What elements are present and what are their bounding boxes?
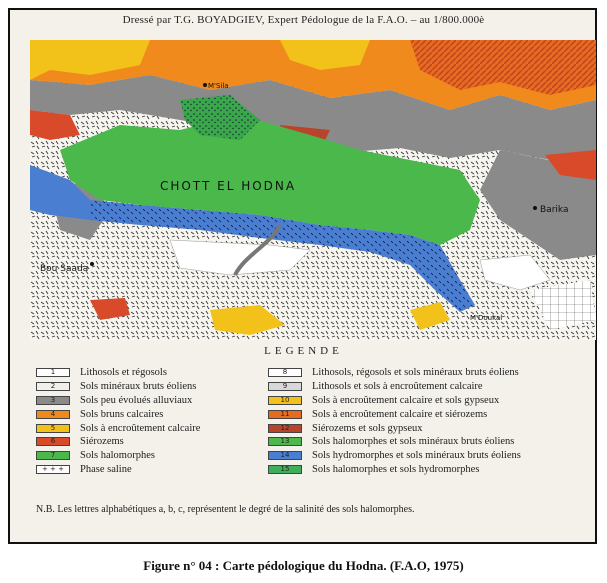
legend-item	[268, 435, 521, 449]
legend-item	[36, 449, 200, 463]
legend-item	[268, 449, 521, 463]
label-mdoukal: M'Doukal	[470, 314, 503, 322]
legend-label: Sols à encroûtement calcaire et sols gypseux	[312, 394, 500, 406]
soil-map	[30, 40, 596, 340]
legend-item	[36, 380, 200, 394]
legend-swatch: 8	[268, 368, 302, 377]
legend-label: Sols bruns calcaires	[80, 408, 164, 420]
legend-item	[268, 366, 521, 380]
legend-swatch: 10	[268, 396, 302, 405]
legend-label: Sols à encroûtement calcaire	[80, 422, 201, 434]
legend-swatch: 11	[268, 410, 302, 419]
legend-item	[268, 463, 521, 477]
legend-swatch: 12	[268, 424, 302, 433]
label-chott-el-hodna: CHOTT EL HODNA	[160, 179, 297, 193]
map-title: Dressé par T.G. BOYADGIEV, Expert Pédologue de la F.A.O. – au 1/800.000è	[122, 14, 485, 26]
legend-label: Sols minéraux bruts éoliens	[80, 381, 197, 393]
legend-item	[36, 394, 200, 408]
figure-caption: Figure n° 04 : Carte pédologique du Hodna. (F.A.O, 1975)	[143, 558, 464, 573]
legend-item	[268, 380, 521, 394]
legend-item	[36, 463, 200, 477]
legend-label: Siérozems	[80, 436, 124, 448]
legend-heading: LEGENDE	[264, 345, 343, 357]
legend-swatch: 2	[36, 382, 70, 391]
legend-swatch: 13	[268, 437, 302, 446]
legend-label: Sols halomorphes et sols minéraux bruts éoliens	[312, 436, 515, 448]
legend-right-column	[268, 366, 521, 476]
legend-label: Sols halomorphes et sols hydromorphes	[312, 463, 480, 475]
legend-label: Lithosols et régosols	[80, 367, 167, 379]
legend-swatch: 9	[268, 382, 302, 391]
legend-swatch: 6	[36, 437, 70, 446]
legend-item	[268, 421, 521, 435]
legend-note: N.B. Les lettres alphabétiques a, b, c, représentent le degré de la salinité des sols halomorphes.	[36, 504, 415, 515]
town-marker-barika	[533, 206, 537, 210]
legend-swatch: 4	[36, 410, 70, 419]
legend-item	[36, 435, 200, 449]
town-marker-msila	[203, 83, 207, 87]
legend-item	[268, 394, 521, 408]
legend-swatch: 3	[36, 396, 70, 405]
town-marker-bou-saada	[90, 262, 94, 266]
legend-label: Siérozems et sols gypseux	[312, 422, 423, 434]
legend-label: Sols hydromorphes et sols minéraux bruts éoliens	[312, 450, 521, 462]
legend-swatch: 5	[36, 424, 70, 433]
label-barika: Barika	[540, 205, 569, 215]
legend-label: Lithosols, régosols et sols minéraux bruts éoliens	[312, 367, 519, 379]
legend-label: Lithosols et sols à encroûtement calcaire	[312, 381, 483, 393]
legend-item	[36, 407, 200, 421]
legend-label: Phase saline	[80, 463, 132, 475]
label-bou-saada: Bou Saada	[40, 264, 89, 274]
legend-swatch: 14	[268, 451, 302, 460]
legend-item	[268, 407, 521, 421]
legend-left-column	[36, 366, 200, 476]
legend-swatch: 15	[268, 465, 302, 474]
legend-label: Sols peu évolués alluviaux	[80, 394, 193, 406]
legend-label: Sols halomorphes	[80, 450, 155, 462]
legend-swatch: 7	[36, 451, 70, 460]
legend-swatch: + + +	[36, 465, 70, 474]
label-msila: M'Sila	[208, 82, 229, 90]
legend-label: Sols à encroûtement calcaire et siérozems	[312, 408, 488, 420]
legend-item	[36, 421, 200, 435]
legend-item	[36, 366, 200, 380]
legend-swatch: 1	[36, 368, 70, 377]
